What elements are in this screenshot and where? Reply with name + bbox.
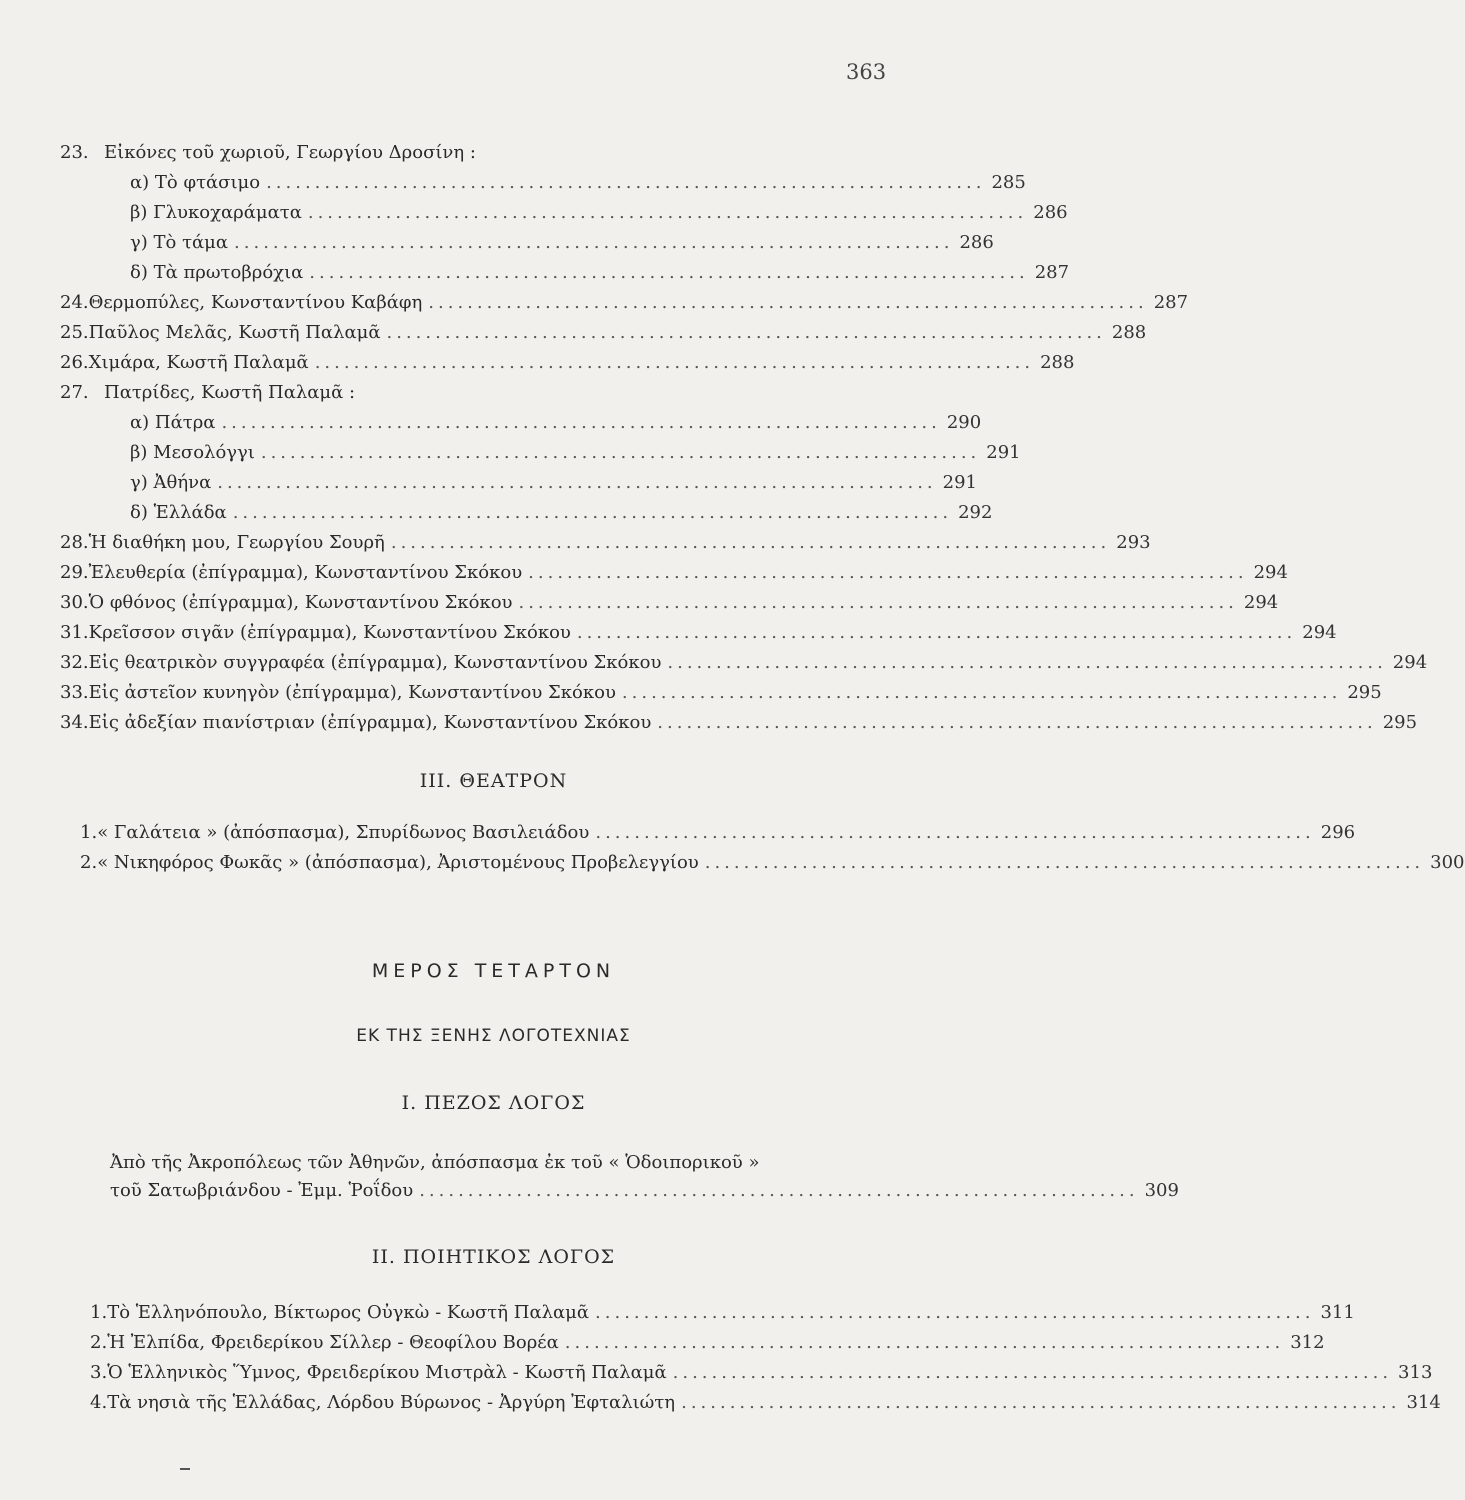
entry-title: Ὁ φθόνος (ἐπίγραμμα), Κωνσταντίνου Σκόκου <box>88 592 513 613</box>
entry-number: 34. <box>60 712 89 733</box>
page-ref: 294 <box>1243 592 1279 613</box>
toc-subitem <box>130 172 1026 202</box>
entry-title: Εἰκόνες τοῦ χωριοῦ, Γεωργίου Δροσίνη : <box>104 142 476 163</box>
entry-title: Εἰς θεατρικὸν συγγραφέα (ἐπίγραμμα), Κωνσταντίνου Σκόκου <box>88 652 662 673</box>
page-ref: 314 <box>1406 1392 1441 1413</box>
page-ref: 288 <box>1111 322 1147 343</box>
entry-title: Τὸ Ἑλληνόπουλο, Βίκτωρος Οὐγκὼ - Κωστῆ Παλαμᾶ <box>107 1302 590 1323</box>
leader-dots: .......................................................................... <box>667 652 1387 673</box>
toc-entry <box>90 1302 1355 1332</box>
toc-entry <box>110 1180 1179 1210</box>
page-ref: 287 <box>1153 292 1189 313</box>
page-ref: 293 <box>1116 532 1151 553</box>
toc-group-heading <box>60 382 920 412</box>
toc-group-heading <box>60 142 920 172</box>
entry-title: Θερμοπύλες, Κωνσταντίνου Καβάφη <box>88 292 423 313</box>
leader-dots: .......................................................................... <box>386 322 1106 343</box>
page-ref: 294 <box>1302 622 1337 643</box>
entry-number: 1. <box>80 822 98 843</box>
leader-dots: .......................................................................... <box>657 712 1377 733</box>
entry-number: 3. <box>90 1362 108 1383</box>
entry-title: « Νικηφόρος Φωκᾶς » (ἀπόσπασμα), Ἀριστομένους Προβελεγγίου <box>97 852 699 873</box>
page-ref: 288 <box>1040 352 1075 373</box>
page-ref: 300 <box>1430 852 1465 873</box>
entry-title: « Γαλάτεια » (ἀπόσπασμα), Σπυρίδωνος Βασιλειάδου <box>97 822 590 843</box>
entry-number: 24. <box>60 292 89 313</box>
entry-number: 31. <box>60 622 89 643</box>
page-ref: 285 <box>991 172 1026 193</box>
entry-title: Εἰς ἀστεῖον κυνηγὸν (ἐπίγραμμα), Κωνσταντίνου Σκόκου <box>88 682 616 703</box>
entry-number: 25. <box>60 322 89 343</box>
toc-entry <box>60 532 1151 562</box>
leader-dots: .......................................................................... <box>307 202 1028 223</box>
leader-dots: .......................................................................... <box>419 1180 1139 1201</box>
leader-dots: .......................................................................... <box>232 502 953 523</box>
toc-subitem <box>130 202 1068 232</box>
entry-number: 30. <box>60 592 89 613</box>
toc-entry <box>80 822 1356 852</box>
toc-entry <box>90 1362 1433 1392</box>
subitem-title: γ) Τὸ τάμα <box>130 232 229 253</box>
leader-dots: .......................................................................... <box>564 1332 1285 1353</box>
entry-number: 1. <box>90 1302 108 1323</box>
leader-dots: .......................................................................... <box>595 1302 1315 1323</box>
leader-dots: .......................................................................... <box>309 262 1029 283</box>
page-ref: 295 <box>1347 682 1382 703</box>
leader-dots: .......................................................................... <box>681 1392 1401 1413</box>
page-ref: 286 <box>959 232 994 253</box>
entry-title: Παῦλος Μελᾶς, Κωστῆ Παλαμᾶ <box>88 322 381 343</box>
subitem-title: β) Μεσολόγγι <box>130 442 255 463</box>
toc-entry <box>60 622 1337 652</box>
prose-entry-line1: Ἀπὸ τῆς Ἀκροπόλεως τῶν Ἀθηνῶν, ἀπόσπασμα ἐκ τοῦ « Ὁδοιπορικοῦ » <box>110 1152 760 1173</box>
leader-dots: .......................................................................... <box>428 292 1148 313</box>
entry-number: 27. <box>60 382 89 403</box>
leader-dots: .......................................................................... <box>390 532 1111 553</box>
entry-title: Ὁ Ἑλληνικὸς Ὕμνος, Φρειδερίκου Μιστρὰλ - Κωστῆ Παλαμᾶ <box>107 1362 667 1383</box>
subitem-title: δ) Τὰ πρωτοβρόχια <box>130 262 304 283</box>
entry-number: 4. <box>90 1392 108 1413</box>
section-heading-prose: Ι. ΠΕΖΟΣ ΛΟΓΟΣ <box>401 1092 586 1114</box>
subitem-title: γ) Ἀθήνα <box>130 472 212 493</box>
leader-dots: .......................................................................... <box>266 172 986 193</box>
entry-number: 29. <box>60 562 89 583</box>
toc-entry <box>60 352 1075 382</box>
leader-dots: .......................................................................... <box>621 682 1342 703</box>
entry-title: Πατρίδες, Κωστῆ Παλαμᾶ : <box>104 382 356 403</box>
toc-entry <box>90 1392 1441 1422</box>
toc-subitem <box>130 232 994 262</box>
page-ref: 287 <box>1034 262 1070 283</box>
leader-dots: .......................................................................... <box>234 232 954 253</box>
section-heading-theatre: ΙΙΙ. ΘΕΑΤΡΟΝ <box>419 770 568 792</box>
subitem-title: β) Γλυκοχαράματα <box>130 202 302 223</box>
page-ref: 292 <box>958 502 993 523</box>
page-ref: 294 <box>1392 652 1428 673</box>
page-ref: 291 <box>986 442 1021 463</box>
entry-number: 33. <box>60 682 89 703</box>
toc-entry <box>60 322 1147 352</box>
page-ref: 313 <box>1398 1362 1433 1383</box>
entry-title: Εἰς ἀδεξίαν πιανίστριαν (ἐπίγραμμα), Κωνσταντίνου Σκόκου <box>88 712 652 733</box>
toc-entry <box>60 652 1428 682</box>
entry-title: Ἡ Ἐλπίδα, Φρειδερίκου Σίλλερ - Θεοφίλου Βορέα <box>107 1332 559 1353</box>
toc-entry <box>80 852 1465 882</box>
leader-dots: .......................................................................... <box>528 562 1248 583</box>
entry-title: Κρεῖσσον σιγᾶν (ἐπίγραμμα), Κωνσταντίνου Σκόκου <box>88 622 571 643</box>
subitem-title: α) Πάτρα <box>130 412 216 433</box>
entry-number: 2. <box>90 1332 108 1353</box>
entry-title: Ἡ διαθήκη μου, Γεωργίου Σουρῆ <box>88 532 385 553</box>
entry-number: 26. <box>60 352 89 373</box>
page-number: 363 <box>846 60 887 84</box>
toc-subitem <box>130 472 977 502</box>
page-ref: 295 <box>1382 712 1418 733</box>
page-ref: 291 <box>942 472 977 493</box>
leader-dots: .......................................................................... <box>576 622 1297 643</box>
toc-entry <box>60 682 1382 712</box>
leader-dots: .......................................................................... <box>518 592 1238 613</box>
entry-title: τοῦ Σατωβριάνδου - Ἐμμ. Ῥοΐδου <box>110 1180 414 1201</box>
toc-subitem <box>130 442 1021 472</box>
page-ref: 312 <box>1290 1332 1325 1353</box>
part-title: ΜΕΡΟΣ ΤΕΤΑΡΤΟΝ <box>371 960 616 982</box>
leader-dots: .......................................................................... <box>595 822 1315 843</box>
footer-dash <box>180 1468 190 1470</box>
leader-dots: .......................................................................... <box>672 1362 1393 1383</box>
toc-subitem <box>130 502 993 532</box>
page-ref: 286 <box>1033 202 1068 223</box>
toc-entry <box>60 592 1279 622</box>
page-ref: 309 <box>1144 1180 1179 1201</box>
leader-dots: .......................................................................... <box>314 352 1035 373</box>
entry-number: 23. <box>60 142 89 163</box>
leader-dots: .......................................................................... <box>260 442 981 463</box>
part-subtitle: ΕΚ ΤΗΣ ΞΕΝΗΣ ΛΟΓΟΤΕΧΝΙΑΣ <box>356 1026 631 1046</box>
leader-dots: .......................................................................... <box>221 412 941 433</box>
toc-entry <box>60 712 1418 742</box>
entry-number: 32. <box>60 652 89 673</box>
leader-dots: .......................................................................... <box>217 472 937 493</box>
page-ref: 311 <box>1320 1302 1355 1323</box>
leader-dots: .......................................................................... <box>704 852 1425 873</box>
entry-title: Χιμάρα, Κωστῆ Παλαμᾶ <box>88 352 309 373</box>
toc-subitem <box>130 412 982 442</box>
toc-subitem <box>130 262 1070 292</box>
toc-entry <box>60 292 1189 322</box>
entry-number: 28. <box>60 532 89 553</box>
entry-title: Τὰ νησιὰ τῆς Ἑλλάδας, Λόρδου Βύρωνος - Ἀργύρη Ἐφταλιώτη <box>107 1392 676 1413</box>
page-ref: 296 <box>1320 822 1356 843</box>
subitem-title: δ) Ἑλλάδα <box>130 502 227 523</box>
toc-entry <box>60 562 1288 592</box>
entry-number: 2. <box>80 852 98 873</box>
section-heading-poetry: ΙΙ. ΠΟΙΗΤΙΚΟΣ ΛΟΓΟΣ <box>371 1246 616 1268</box>
subitem-title: α) Τὸ φτάσιμο <box>130 172 261 193</box>
page-ref: 290 <box>946 412 982 433</box>
entry-title: Ἐλευθερία (ἐπίγραμμα), Κωνσταντίνου Σκόκου <box>88 562 523 583</box>
page-ref: 294 <box>1253 562 1288 583</box>
toc-entry <box>90 1332 1325 1362</box>
